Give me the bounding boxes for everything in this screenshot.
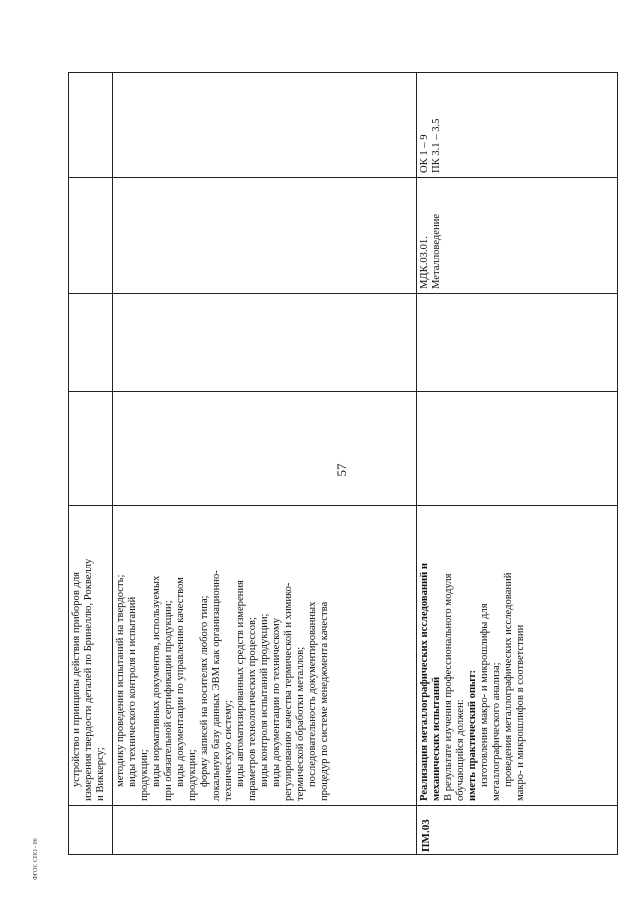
discipline-cell xyxy=(69,178,112,294)
discipline-cell xyxy=(113,178,416,294)
competencies-pk: ПК 3.1 – 3.5 xyxy=(430,118,442,173)
competence-cell xyxy=(113,73,416,178)
text-line: продукции; xyxy=(138,749,150,801)
competence-cell xyxy=(69,73,112,178)
text-line: проведения металлографических исследований xyxy=(502,572,514,787)
text-line: виды автоматизированных средств измерения xyxy=(234,580,246,787)
module-description-cell xyxy=(417,506,617,806)
text-line: локальную базу данных ЭВМ как организационно- xyxy=(210,570,222,801)
text-line: параметров технологических процессов; xyxy=(246,617,258,801)
text-line: обучающийся должен: xyxy=(454,699,466,801)
text-line: и Виккерсу; xyxy=(95,747,106,801)
table-row xyxy=(112,73,416,854)
practice-label: иметь практический опыт: xyxy=(466,669,478,801)
competencies-ok: ОК 1 – 9 xyxy=(418,134,430,173)
text-line: методику проведения испытаний на твердость; xyxy=(114,574,126,787)
text-line: устройство и принципы действия приборов для xyxy=(71,571,82,787)
text-line: макро- и микрошлифов в соответствии xyxy=(514,624,526,801)
continuation-text-cell xyxy=(69,506,112,806)
hours-cell xyxy=(69,294,112,392)
hours-cell xyxy=(69,392,112,506)
footer-code: ФГОС СПО - 06 xyxy=(33,838,39,880)
curriculum-table xyxy=(68,72,618,855)
text-line: регулированию качества термической и химико- xyxy=(282,582,294,801)
text-line: виды документации по управлению качеством xyxy=(174,577,186,787)
text-line: техническую систему; xyxy=(222,700,234,801)
text-line: измерения твердости деталей по Бринеллю, Роквеллу xyxy=(83,558,94,801)
code-cell-empty xyxy=(113,806,416,854)
text-line: виды документации по техническому xyxy=(270,617,282,787)
hours-cell xyxy=(113,294,416,392)
text-line: процедур по системе менеджмента качества xyxy=(318,601,330,801)
mdk-cell xyxy=(417,178,617,294)
text-line: металлографического анализа; xyxy=(490,662,502,801)
text-line: виды технического контроля и испытаний xyxy=(126,596,138,787)
text-line: форму записей на носителях любого типа; xyxy=(198,595,210,787)
module-code: ПМ.03 xyxy=(419,819,432,852)
hours-cell xyxy=(417,392,617,506)
table-row xyxy=(69,73,112,854)
hours-cell xyxy=(417,294,617,392)
text-line: термической обработки металлов; xyxy=(294,646,306,801)
text-line: виды нормативных документов, используемых xyxy=(150,575,162,787)
mdk-code: МДК.03.01. xyxy=(418,236,430,289)
mdk-name: Металловедение xyxy=(430,213,442,289)
text-line: при обязательной сертификации продукции; xyxy=(162,600,174,801)
module-title: Реализация металлографических исследований и механических испытаний xyxy=(418,562,442,801)
text-line: виды контроля испытаний продукции; xyxy=(258,613,270,787)
code-cell-empty xyxy=(69,806,112,854)
competencies-cell xyxy=(417,73,617,178)
text-line: изготовления макро- и микрошлифы для xyxy=(478,603,490,787)
text-line: продукции; xyxy=(186,749,198,801)
page-number: 57 xyxy=(334,463,349,477)
text-line: В результате изучения профессионального модуля xyxy=(442,573,454,801)
knowledge-list-cell xyxy=(113,506,416,806)
text-line: последовательность документированных xyxy=(306,601,318,787)
table-row xyxy=(416,73,617,854)
hours-cell xyxy=(113,392,416,506)
